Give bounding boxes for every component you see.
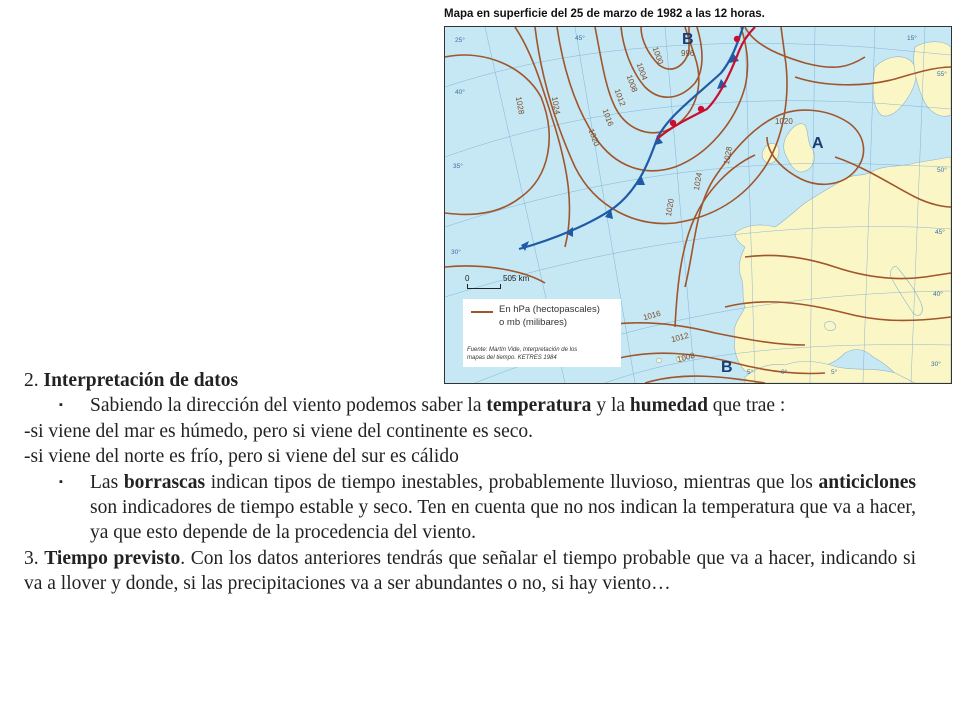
- isobar-label: 1024: [549, 95, 562, 116]
- isobar-label: 1000: [650, 45, 666, 66]
- scale-distance: 505 km: [503, 274, 530, 283]
- grid-label: 5°: [747, 369, 754, 376]
- grid-label: 50°: [937, 167, 947, 174]
- isobar-label: 1020: [775, 117, 793, 126]
- isobar-label: 1024: [691, 171, 704, 192]
- grid-label: 45°: [935, 229, 945, 236]
- grid-label: 0°: [781, 369, 788, 376]
- grid-label: 45°: [575, 35, 585, 42]
- grid-label: 55°: [937, 71, 947, 78]
- legend-label: En hPa (hectopascales): [499, 304, 600, 315]
- low-pressure-center-south: B: [721, 359, 733, 376]
- isobar-label: 1020: [586, 127, 602, 148]
- text-line: -si viene del mar es húmedo, pero si viene del continente es seco.: [24, 420, 533, 442]
- legend-label: o mb (milibares): [499, 317, 568, 328]
- isobar-label: 1028: [721, 145, 734, 166]
- bullet-marker: ▪: [59, 475, 63, 488]
- grid-label: 30°: [451, 249, 461, 256]
- bullet-item: ▪ Las borrascas indican tipos de tiempo inestables, probablemente lluvioso, mientras que los anticiclones son indicadores de tiempo estable y seco. Ten en cuenta que no nos indican la temperatura que va a hacer, ya que esto depende de la procedencia del viento.: [59, 471, 917, 544]
- section-3-title: Tiempo previsto: [44, 547, 181, 569]
- map-legend: [463, 299, 621, 367]
- section-2-title: Interpretación de datos: [43, 370, 239, 391]
- isobar-label: 1016: [642, 308, 662, 323]
- grid-label: 30°: [931, 361, 941, 368]
- isobar-label: 1004: [634, 61, 650, 82]
- grid-label: 5°: [831, 369, 838, 376]
- isobar-label: 996: [681, 49, 695, 58]
- weather-map: [444, 26, 952, 384]
- grid-label: 40°: [455, 89, 465, 96]
- isobar-label: 1008: [624, 73, 640, 94]
- grid-label: 15°: [907, 35, 917, 42]
- cold-front: [519, 27, 743, 249]
- isobar-label: 1012: [670, 330, 690, 345]
- isobar-label: 1016: [600, 107, 616, 128]
- low-pressure-center: B: [682, 31, 694, 48]
- isobar-legend-line: [471, 311, 493, 313]
- bullet-marker: ▪: [59, 399, 63, 412]
- legend-source: Fuente: Martín Vide, Interpretación de los: [467, 347, 578, 353]
- isobar-label: 1012: [612, 87, 628, 108]
- scale-bar: [467, 284, 501, 289]
- bullet-item: ▪ Sabiendo la dirección del viento podemos saber la temperatura y la humedad que trae :: [24, 393, 916, 418]
- grid-label: 40°: [933, 291, 943, 298]
- document-body: [24, 368, 916, 597]
- isobar-label: 1028: [513, 95, 526, 116]
- grid-label: 35°: [453, 163, 463, 170]
- section-3-paragraph: 3. Tiempo previsto. Con los datos anteriores tendrás que señalar el tiempo probable que va a hacer, indicando si va a llover y donde, si las precipitaciones va a ser abundantes o no, si hay viento…: [24, 547, 917, 595]
- high-pressure-center: A: [812, 135, 824, 152]
- isobar-label: 1008: [676, 350, 696, 365]
- grid-label: 25°: [455, 37, 465, 44]
- isobar-label: 1020: [663, 197, 676, 218]
- section-2-heading: 2. Interpretación de datos: [24, 370, 239, 391]
- scale-zero: 0: [465, 274, 470, 283]
- text-line: -si viene del norte es frío, pero si viene del sur es cálido: [24, 446, 459, 468]
- legend-source: mapas del tiempo. KETRES 1984: [467, 355, 557, 361]
- map-title: Mapa en superficie del 25 de marzo de 1982 a las 12 horas.: [444, 8, 765, 20]
